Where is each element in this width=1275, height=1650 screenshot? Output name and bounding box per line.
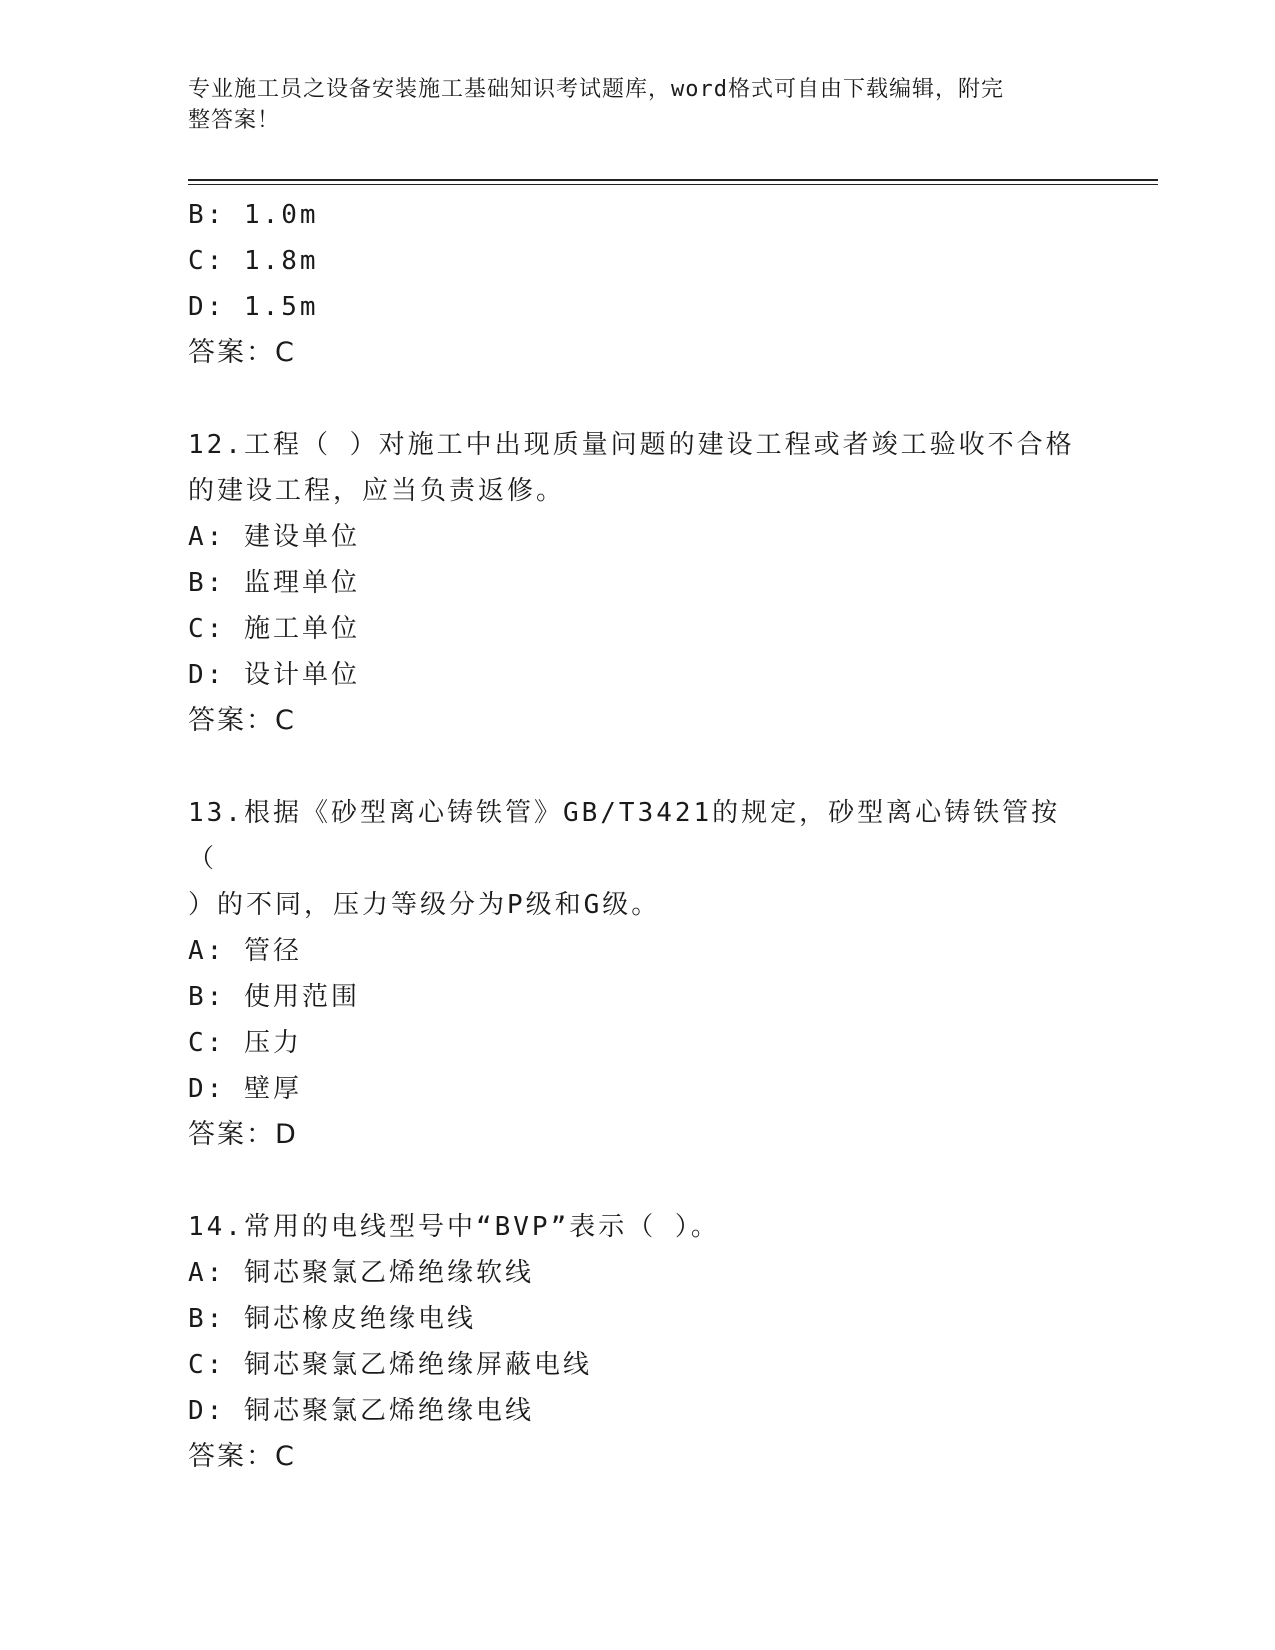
question-stem — [188, 1204, 1088, 1250]
option-d: D: 壁厚 — [188, 1074, 302, 1104]
option-b: B: 使用范围 — [188, 982, 360, 1012]
spacer — [188, 1158, 1088, 1204]
option-b: B: 1.0m — [188, 200, 319, 230]
question-stem-line-2: ）的不同，压力等级分为P级和G级。 — [188, 890, 661, 920]
spacer — [188, 376, 1088, 422]
header-divider-thin — [188, 184, 1158, 185]
question-13 — [188, 790, 1088, 1158]
option-a: A: 建设单位 — [188, 522, 360, 552]
header-divider-thick — [188, 179, 1158, 181]
page-header — [188, 74, 1088, 136]
question-stem-line-1: 14.常用的电线型号中“BVP”表示（ ）。 — [188, 1212, 720, 1242]
option-c: C: 压力 — [188, 1028, 302, 1058]
answer-line: 答案：D — [188, 1119, 298, 1150]
answer-line: 答案：C — [188, 1441, 296, 1472]
header-line-1: 专业施工员之设备安装施工基础知识考试题库，word格式可自由下载编辑，附完 — [188, 77, 1004, 102]
option-c: C: 施工单位 — [188, 614, 360, 644]
answer-line: 答案：C — [188, 337, 296, 368]
question-14 — [188, 1204, 1088, 1480]
option-d: D: 铜芯聚氯乙烯绝缘电线 — [188, 1396, 534, 1426]
question-stem — [188, 790, 1088, 928]
question-stem-line-2: 的建设工程，应当负责返修。 — [188, 476, 566, 506]
option-a: A: 铜芯聚氯乙烯绝缘软线 — [188, 1258, 534, 1288]
question-stem-line-1: 13.根据《砂型离心铸铁管》GB/T3421的规定，砂型离心铸铁管按（ — [188, 798, 1061, 874]
spacer — [188, 744, 1088, 790]
prev-question-continuation — [188, 192, 1088, 376]
question-stem — [188, 422, 1088, 514]
option-d: D: 设计单位 — [188, 660, 360, 690]
option-c: C: 1.8m — [188, 246, 319, 276]
option-a: A: 管径 — [188, 936, 302, 966]
option-d: D: 1.5m — [188, 292, 319, 322]
question-12 — [188, 422, 1088, 744]
question-stem-line-1: 12.工程（ ）对施工中出现质量问题的建设工程或者竣工验收不合格 — [188, 430, 1075, 460]
option-b: B: 监理单位 — [188, 568, 360, 598]
header-line-2: 整答案！ — [188, 108, 281, 133]
answer-line: 答案：C — [188, 705, 296, 736]
option-c: C: 铜芯聚氯乙烯绝缘屏蔽电线 — [188, 1350, 592, 1380]
question-list — [188, 192, 1088, 1480]
option-b: B: 铜芯橡皮绝缘电线 — [188, 1304, 476, 1334]
